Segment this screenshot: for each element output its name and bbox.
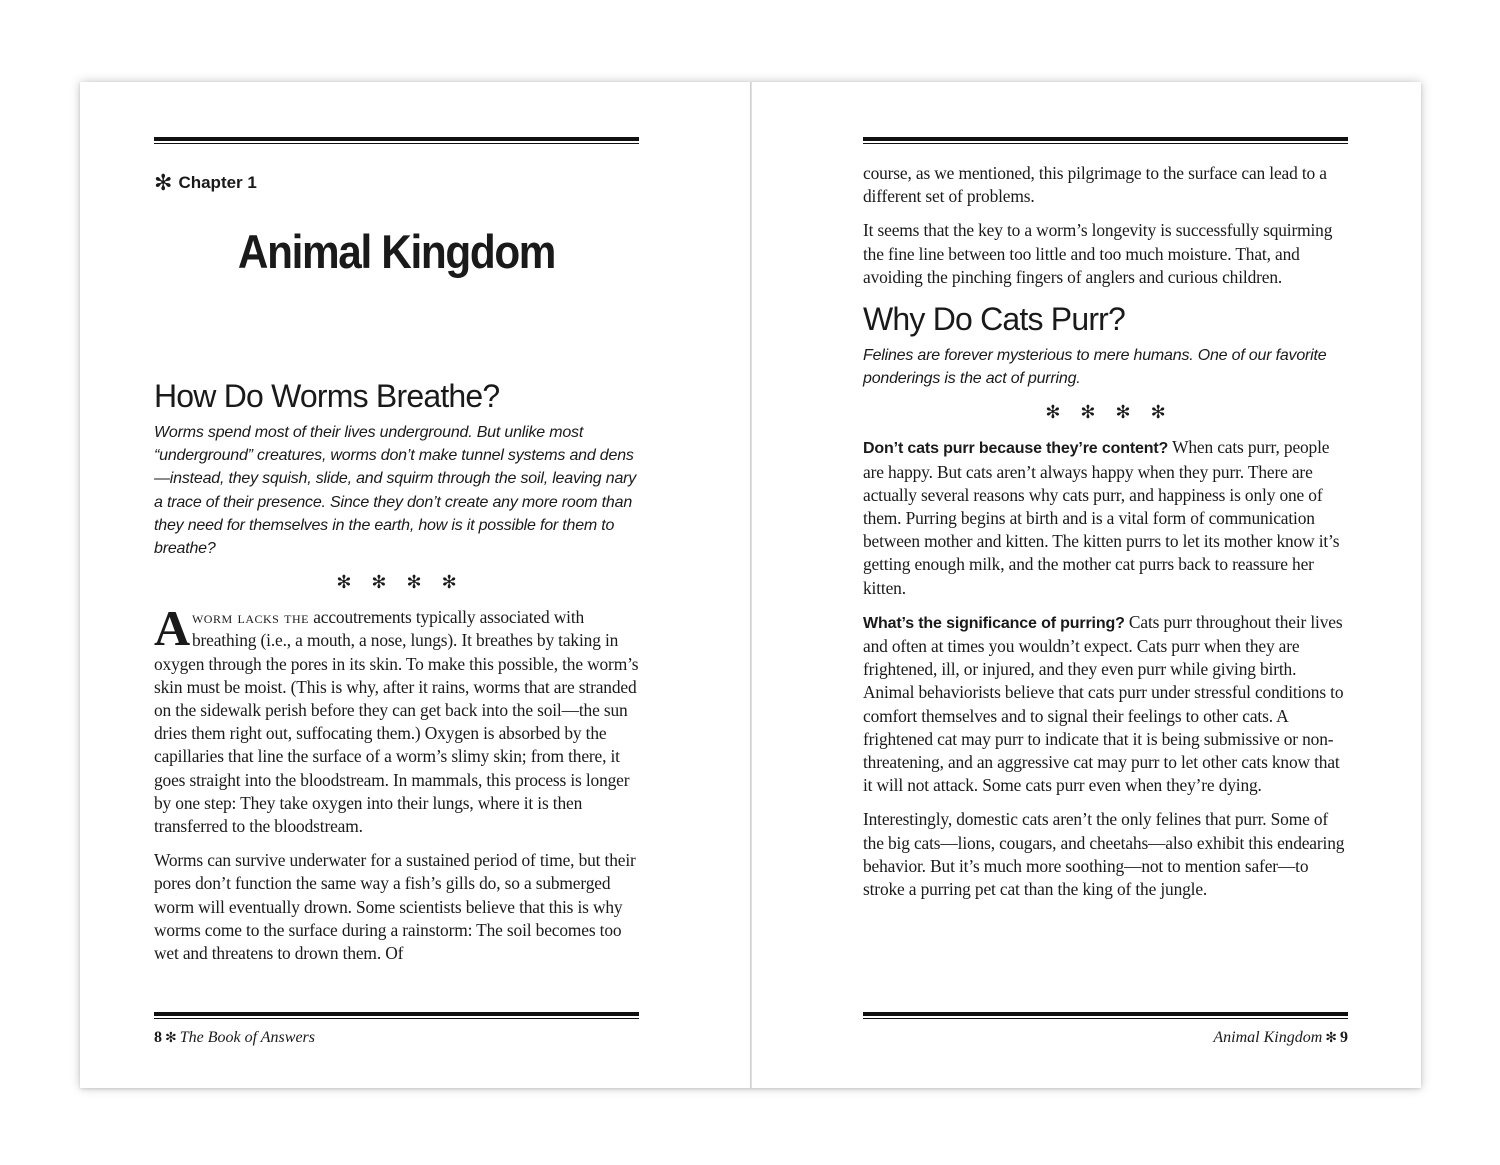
section-heading-worms: How Do Worms Breathe? [154,378,500,414]
section-heading-cats: Why Do Cats Purr? [863,301,1126,338]
left-body [154,378,639,976]
chapter-title: Animal Kingdom [237,225,556,278]
left-page [154,82,639,1088]
right-body [863,162,1348,912]
smallcaps-opening: worm lacks the [191,607,309,628]
page-number: 9 [1340,1029,1348,1046]
intro-cats: Felines are forever mysterious to mere humans. One of our favorite ponderings is the act of purring. [863,347,1327,388]
paragraph-text: When cats purr, people are happy. But cats aren’t always happy when they purr. There are actually several reasons why cats purr, and happiness is only one of them. Purring begins at birth and is a vital form of communication between mother and kitten. The kitten purrs to let its mother know it’s getting enough milk, and the mother cat purrs back to reassure her kitten. [863,437,1340,598]
page-number: 8 [154,1029,162,1046]
running-title: The Book of Answers [179,1029,315,1046]
book-gutter [750,82,752,1088]
bottom-rule [154,1012,639,1019]
paragraph-significance [863,611,1348,798]
book-spread [80,82,1421,1088]
intro-worms: Worms spend most of their lives underground. But unlike most “underground” creatures, worms don’t make tunnel systems and dens—instead, they squish, slide, and squirm through the soil, leaving nary a trace of their presence. Since they don’t create any more room than they need for themselves in the earth, how is it possible for them to breathe? [154,424,637,558]
section-separator-icon: ✻✻✻✻ [336,572,477,593]
section-separator-icon: ✻✻✻✻ [1045,402,1186,423]
asterisk-separator-icon: ✻ [1325,1031,1337,1046]
chapter-label-text: Chapter 1 [178,173,257,192]
running-title: Animal Kingdom [1213,1029,1323,1046]
right-page [863,82,1348,1088]
paragraph-continued: course, as we mentioned, this pilgrimage to the surface can lead to a different set of problems. [863,163,1327,207]
left-footer [154,1029,315,1047]
paragraph-big-cats: Interestingly, domestic cats aren’t the only felines that purr. Some of the big cats—lions, cougars, and cheetahs—also exhibit this endearing behavior. But it’s much more soothing—not to mention safer—to stroke a purring pet cat than the king of the jungle. [863,809,1345,900]
asterisk-separator-icon: ✻ [165,1031,177,1046]
paragraph-text: Cats purr throughout their lives and often at times you wouldn’t expect. Cats purr when they are frightened, ill, or injured, and they even purr while giving birth. Animal behaviorists believe that cats purr under stressful conditions to comfort themselves and to signal their feelings to other cats. A frightened cat may purr to indicate that it is being submissive or non-threatening, and an aggressive cat may purr to let other cats know that it will not attack. Some cats purr even when they’re dying. [863,611,1344,796]
paragraph-content-purr [863,436,1348,599]
paragraph-text: accoutrements typically associated with breathing (i.e., a mouth, a nose, lungs). It breathes by taking in oxygen through the pores in its skin. To make this possible, the worm’s skin must be moist. (This is why, after it rains, worms that are stranded on the sidewalk perish before they can get back into the soil—the sun dries them right out, suffocating them.) Oxygen is absorbed by the capillaries that line the surface of a worm’s slimy skin; from there, it goes straight into the bloodstream. In mammals, this process is longer by one step: They take oxygen into their lungs, where it is then transferred to the bloodstream. [154,607,639,837]
top-rule [863,137,1348,144]
bottom-rule [863,1012,1348,1019]
chapter-label [154,170,257,196]
question-lead: Don’t cats purr because they’re content? [863,440,1169,458]
paragraph-worm-underwater: Worms can survive underwater for a sustained period of time, but their pores don’t function the same way a fish’s gills do, so a submerged worm will eventually drown. Some scientists believe that this is why worms come to the surface during a rainstorm: The soil becomes too wet and threatens to drown them. Of [154,850,636,964]
asterisk-ornament-icon: ✻ [154,170,173,195]
paragraph-worm-breathing [154,600,639,838]
right-footer [1213,1029,1348,1047]
drop-cap: A [154,600,190,657]
top-rule [154,137,639,144]
paragraph-longevity: It seems that the key to a worm’s longevity is successfully squirming the fine line between too little and too much moisture. That, and avoiding the pinching fingers of anglers and curious children. [863,220,1333,287]
question-lead: What’s the significance of purring? [863,614,1125,632]
